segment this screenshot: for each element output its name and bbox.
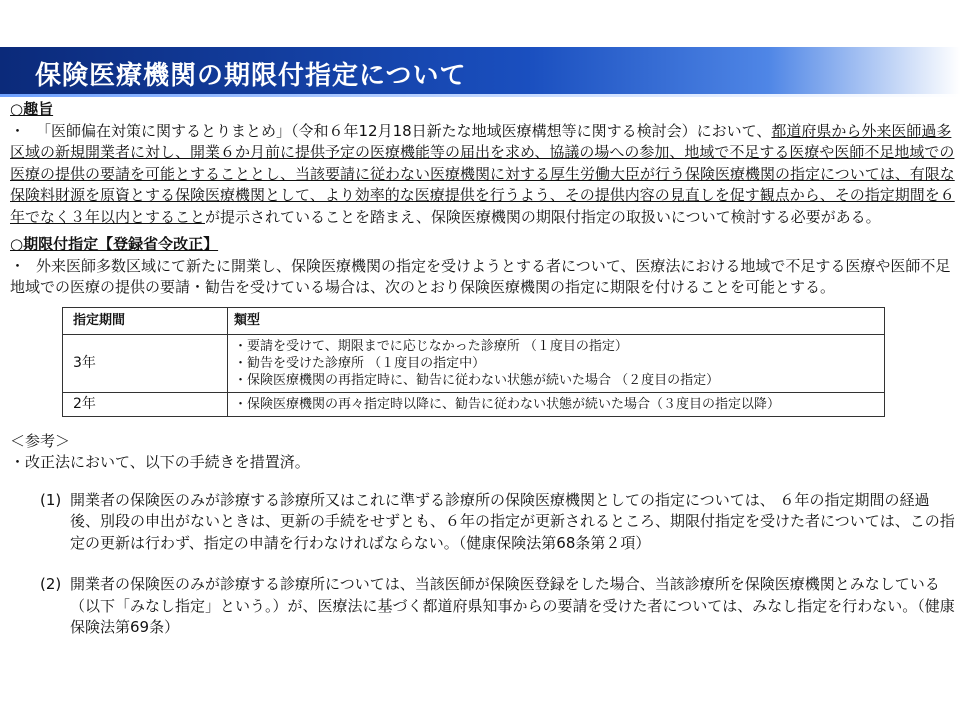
type-cell bbox=[228, 392, 885, 416]
spacer bbox=[10, 554, 956, 574]
item-number: (1) bbox=[40, 490, 62, 509]
purpose-text-part3: が提示されていることを踏まえ、保険医療機関の期限付指定の取扱いについて検討する必要がある。 bbox=[205, 207, 881, 226]
table-header-type: 類型 bbox=[228, 307, 885, 334]
table-header-period: 指定期間 bbox=[63, 307, 228, 334]
title-underline-stripe bbox=[0, 94, 960, 97]
purpose-text-underlined: 都道府県から外来医師過多区域の新規開業者に対し、開業６か月前に提供予定の医療機能等の届出を求め、協議の場への参加、地域で不足する医療や医師不足地域での医療の提供の要請を可能とすることとし、当該要請に従わない医療機関に対する厚生労働大臣が行う保険医療機関の指定については、有限な保険料財源を原資とする保険医療機関として、より効率的な医療提供を行うよう、その提供内容の見直しを促す観点から、その指定期間を６年でなく３年以内とすること bbox=[10, 121, 955, 226]
item-text: 開業者の保険医のみが診療する診療所又はこれに準ずる診療所の保険医療機関としての指定については、 ６年の指定期間の経過後、別段の申出がないときは、更新の手続をせずとも、６年の指定が更新されるところ、期限付指定を受けた者については、この指定の更新は行わず、指定の申請を行わなければならない。（健康保険法第68条第２項） bbox=[70, 490, 955, 552]
bullet-mark: ・ bbox=[10, 121, 26, 140]
reference-intro: ・改正法において、以下の手続きを措置済。 bbox=[10, 453, 310, 471]
spacer bbox=[10, 474, 956, 490]
section-heading-purpose: ○趣旨 bbox=[10, 100, 54, 118]
type-line: ・保険医療機関の再指定時に、勧告に従わない状態が続いた場合 （２度目の指定） bbox=[234, 372, 720, 388]
reference-heading: ＜参考＞ bbox=[10, 431, 71, 450]
time-limited-paragraph bbox=[10, 256, 956, 299]
document-body bbox=[10, 99, 956, 639]
page-title: 保険医療機関の期限付指定について bbox=[35, 61, 467, 91]
item-text: 開業者の保険医のみが診療する診療所については、当該医師が保険医登録をした場合、当該診療所を保険医療機関とみなしている（以下「みなし指定」という。）が、医療法に基づく都道府県知事からの要請を受けた者については、みなし指定を行わない。（健康保険法第69条） bbox=[70, 575, 955, 636]
period-cell: 2年 bbox=[63, 392, 228, 416]
table-row bbox=[63, 392, 885, 416]
table-header-row bbox=[63, 307, 885, 334]
table-row bbox=[63, 334, 885, 392]
bullet-mark: ・ bbox=[10, 256, 26, 275]
time-limited-text: 外来医師多数区域にて新たに開業し、保険医療機関の指定を受けようとする者について、医療法における地域で不足する医療や医師不足地域での医療の提供の要請・勧告を受けている場合は、次のとおり保険医療機関の指定に期限を付けることを可能とする。 bbox=[10, 256, 951, 296]
purpose-paragraph bbox=[10, 121, 956, 229]
reference-item-1 bbox=[10, 490, 956, 555]
reference-item-2 bbox=[10, 574, 956, 639]
type-cell bbox=[228, 334, 885, 392]
period-cell: 3年 bbox=[63, 334, 228, 392]
title-bar bbox=[0, 47, 960, 97]
designation-period-table bbox=[62, 307, 885, 417]
purpose-text-part1: 「医師偏在対策に関するとりまとめ」（令和６年12月18日新たな地域医療構想等に関する検討会）において、 bbox=[36, 121, 772, 140]
item-number: (2) bbox=[40, 575, 62, 593]
type-line: ・勧告を受けた診療所 （１度目の指定中） bbox=[234, 355, 486, 371]
type-line: ・保険医療機関の再々指定時以降に、勧告に従わない状態が続いた場合（３度目の指定以降） bbox=[234, 396, 781, 412]
section-heading-time-limited: ○期限付指定【登録省令改正】 bbox=[10, 235, 219, 253]
type-line: ・要請を受けて、期限までに応じなかった診療所 （１度目の指定） bbox=[234, 338, 628, 354]
